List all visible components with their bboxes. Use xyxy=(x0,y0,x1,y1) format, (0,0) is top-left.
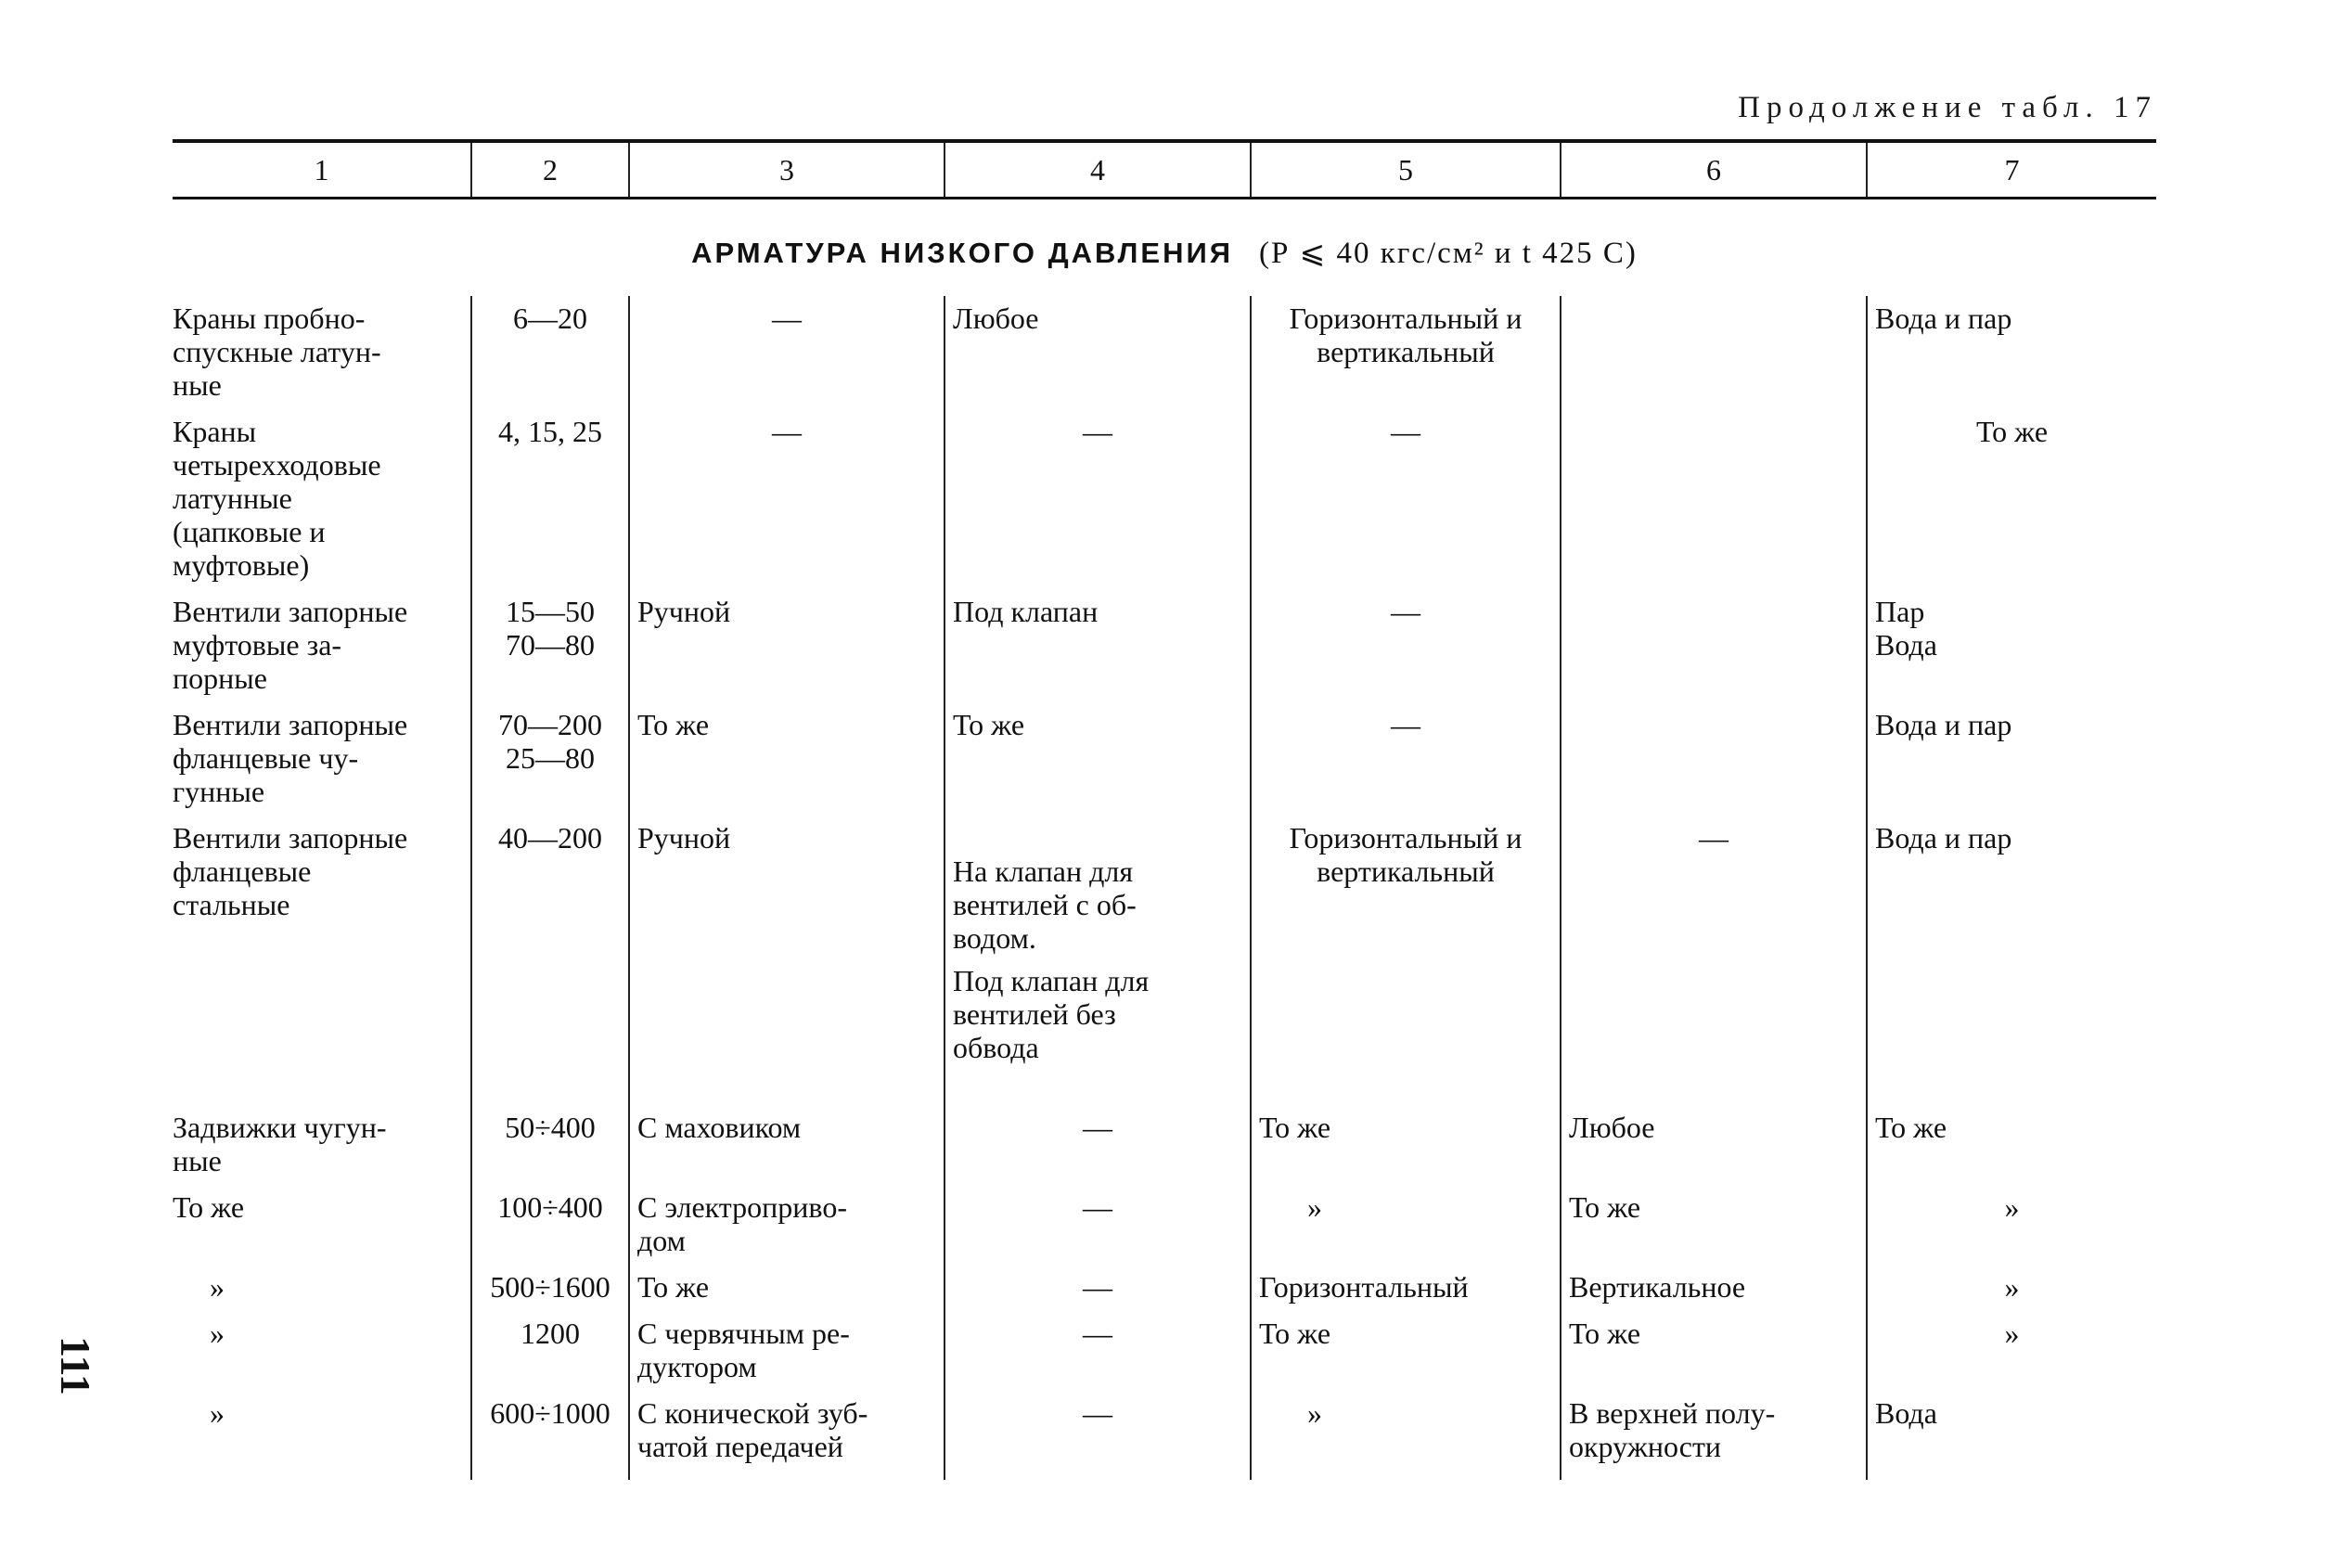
cell-position: » xyxy=(1251,1185,1561,1265)
cell-medium: » xyxy=(1867,1265,2156,1311)
cell-spindle: Вертикальное xyxy=(1561,1265,1867,1311)
section-heading xyxy=(173,199,2156,297)
cell-size: 100÷400 xyxy=(471,1185,629,1265)
cell-spindle: То же xyxy=(1561,1185,1867,1265)
cell-size: 15—50 70—80 xyxy=(471,589,629,702)
page-number: 111 xyxy=(52,1336,99,1395)
table-caption: Продолжение табл. 17 xyxy=(1738,91,2157,124)
table-row xyxy=(173,1185,2156,1265)
cell-position: » xyxy=(1251,1391,1561,1480)
cell-supply: Любое xyxy=(945,296,1251,409)
cell-spindle xyxy=(1561,296,1867,409)
column-header-3: 3 xyxy=(629,141,945,199)
table-row xyxy=(173,1391,2156,1480)
table-header xyxy=(173,141,2156,199)
cell-position: — xyxy=(1251,589,1561,702)
table-row xyxy=(173,409,2156,589)
column-header-5: 5 xyxy=(1251,141,1561,199)
cell-supply: — xyxy=(945,409,1251,589)
cell-drive: — xyxy=(629,409,945,589)
cell-supply: — xyxy=(945,1391,1251,1480)
cell-size: 4, 15, 25 xyxy=(471,409,629,589)
table-row xyxy=(173,1265,2156,1311)
cell-position: — xyxy=(1251,409,1561,589)
cell-name: » xyxy=(210,1270,225,1304)
section-title: АРМАТУРА НИЗКОГО ДАВЛЕНИЯ xyxy=(691,237,1234,269)
cell-size: 70—200 25—80 xyxy=(471,702,629,816)
table-row xyxy=(173,589,2156,702)
cell-supply: Под клапан xyxy=(945,589,1251,702)
cell-size: 50÷400 xyxy=(471,1105,629,1185)
cell-medium: Вода и пар xyxy=(1867,816,2156,1105)
column-header-4: 4 xyxy=(945,141,1251,199)
cell-spindle: — xyxy=(1561,816,1867,1105)
cell-drive: — xyxy=(629,296,945,409)
cell-name: То же xyxy=(173,1190,245,1224)
cell-name: » xyxy=(210,1317,225,1350)
cell-drive: С маховиком xyxy=(629,1105,945,1185)
cell-supply: То же xyxy=(945,702,1251,816)
cell-supply: — xyxy=(945,1185,1251,1265)
cell-name: Вентили запорные фланцевые чу- гунные xyxy=(173,708,408,808)
cell-supply-main: На клапан для вентилей с об- водом. xyxy=(953,855,1137,955)
cell-supply: — xyxy=(945,1265,1251,1311)
cell-size: 6—20 xyxy=(471,296,629,409)
cell-drive: Ручной xyxy=(629,589,945,702)
fittings-table xyxy=(173,139,2156,1480)
cell-medium: » xyxy=(1867,1185,2156,1265)
cell-name: Краны четырехходовые латунные (цапковые и муфтовые) xyxy=(173,415,381,582)
cell-drive: Ручной xyxy=(629,816,945,1105)
cell-position: Горизонтальный и вертикальный xyxy=(1251,816,1561,1105)
cell-drive: С червячным ре- дуктором xyxy=(629,1311,945,1391)
cell-position: То же xyxy=(1251,1105,1561,1185)
section-heading-row xyxy=(173,199,2156,297)
cell-spindle: Любое xyxy=(1561,1105,1867,1185)
cell-spindle xyxy=(1561,589,1867,702)
table-row xyxy=(173,296,2156,409)
cell-drive: С конической зуб- чатой передачей xyxy=(629,1391,945,1480)
cell-position: То же xyxy=(1251,1311,1561,1391)
cell-medium: Вода xyxy=(1867,1391,2156,1480)
cell-medium: То же xyxy=(1867,1105,2156,1185)
cell-spindle xyxy=(1561,702,1867,816)
table-row xyxy=(173,816,2156,1105)
table-row xyxy=(173,702,2156,816)
section-condition: (Р ⩽ 40 кгс/см² и t 425 С) xyxy=(1259,237,1638,270)
cell-supply xyxy=(945,816,1251,1105)
cell-medium: Вода и пар xyxy=(1867,702,2156,816)
column-header-2: 2 xyxy=(471,141,629,199)
column-header-6: 6 xyxy=(1561,141,1867,199)
cell-medium: Пар Вода xyxy=(1867,589,2156,702)
cell-position: — xyxy=(1251,702,1561,816)
cell-name: Краны пробно- спускные латун- ные xyxy=(173,302,381,402)
cell-supply: — xyxy=(945,1105,1251,1185)
cell-spindle xyxy=(1561,409,1867,589)
cell-supply-extra: Под клапан для вентилей без обвода xyxy=(953,964,1150,1064)
cell-spindle: В верхней полу- окружности xyxy=(1561,1391,1867,1480)
cell-size: 1200 xyxy=(471,1311,629,1391)
cell-supply: — xyxy=(945,1311,1251,1391)
cell-medium: Вода и пар xyxy=(1867,296,2156,409)
cell-position: Горизонтальный и вертикальный xyxy=(1251,296,1561,409)
cell-drive: То же xyxy=(629,1265,945,1311)
column-header-1: 1 xyxy=(173,141,471,199)
cell-size: 500÷1600 xyxy=(471,1265,629,1311)
table-row xyxy=(173,1311,2156,1391)
cell-size: 40—200 xyxy=(471,816,629,1105)
cell-medium: То же xyxy=(1867,409,2156,589)
fittings-table-wrapper xyxy=(173,139,2156,1480)
cell-position: Горизонтальный xyxy=(1251,1265,1561,1311)
cell-drive: С электроприво- дом xyxy=(629,1185,945,1265)
cell-spindle: То же xyxy=(1561,1311,1867,1391)
cell-name: Вентили запорные фланцевые стальные xyxy=(173,821,408,921)
cell-drive: То же xyxy=(629,702,945,816)
cell-size: 600÷1000 xyxy=(471,1391,629,1480)
cell-name: Вентили запорные муфтовые за- порные xyxy=(173,595,408,695)
table-body xyxy=(173,199,2156,1481)
cell-medium: » xyxy=(1867,1311,2156,1391)
table-row xyxy=(173,1105,2156,1185)
cell-name: Задвижки чугун- ные xyxy=(173,1111,387,1177)
column-header-7: 7 xyxy=(1867,141,2156,199)
cell-name: » xyxy=(210,1396,225,1430)
